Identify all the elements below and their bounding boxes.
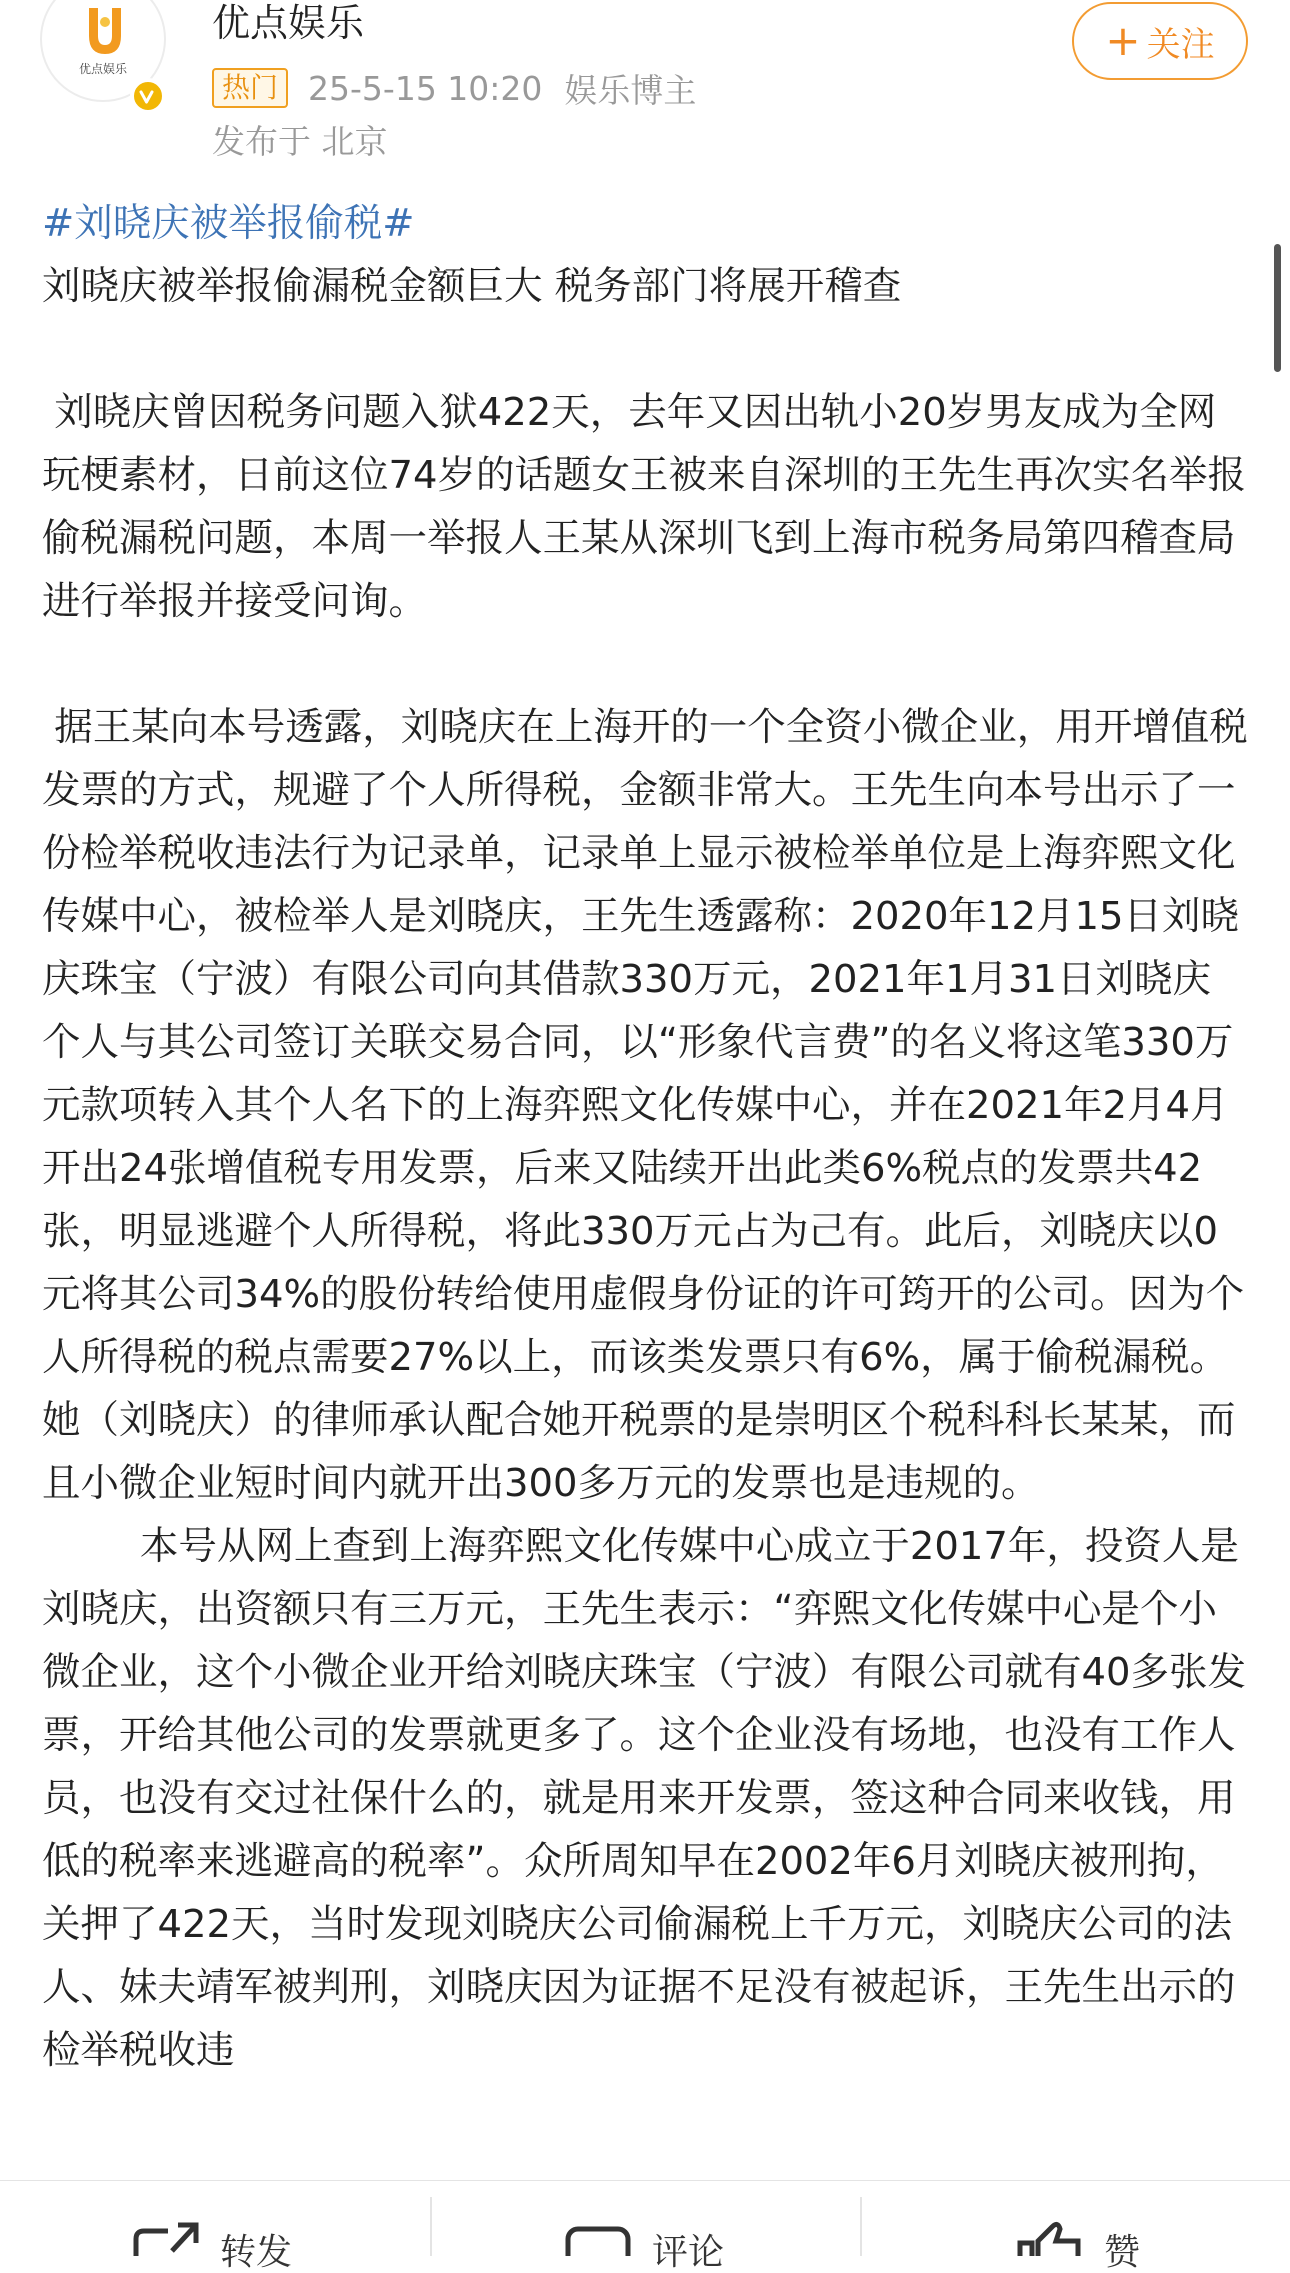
like-button[interactable] [1016,2181,1141,2273]
repost-icon [132,2181,202,2256]
comment-label: 评论 [652,2232,725,2273]
comment-icon [564,2181,634,2256]
post-body [42,192,1248,2082]
repost-label: 转发 [220,2232,293,2273]
post-paragraph: 本号从网上查到上海弈熙文化传媒中心成立于2017年，投资人是刘晓庆，出资额只有三万元，王先生表示：“弈熙文化传媒中心是个小微企业，这个小微企业开给刘晓庆珠宝（宁波）有限公司就有40多张发票，开给其他公司的发票就更多了。这个企业没有场地，也没有工作人员，也没有交过社保什么的，就是用来开发票，签这种合同来收钱，用低的税率来逃避高的税率”。众所周知早在2002年6月刘晓庆被刑拘，关押了422天，当时发现刘晓庆公司偷漏税上千万元，刘晓庆公司的法人、妹夫靖军被判刑，刘晓庆因为证据不足没有被起诉，王先生出示的检举税收违 [42,1524,1246,2073]
follow-label: 关注 [1146,24,1215,65]
like-label: 赞 [1104,2232,1141,2273]
post-meta [212,64,696,112]
avatar-logo-text: 优点娱乐 [78,62,127,76]
repost-button[interactable] [132,2181,293,2273]
bar-divider [430,2197,432,2256]
bar-divider [860,2197,862,2256]
verified-badge-icon [130,78,166,114]
post-timestamp: 25-5-15 10:20 [308,68,543,108]
author-role: 娱乐博主 [564,70,697,110]
post-location: 发布于 北京 [212,122,388,161]
hot-tag: 热门 [212,68,288,108]
comment-button[interactable] [564,2181,725,2273]
post-paragraph: 据王某向本号透露，刘晓庆在上海开的一个全资小微企业，用开增值税发票的方式，规避了个人所得税，金额非常大。王先生向本号出示了一份检举税收违法行为记录单，记录单上显示被检举单位是上海弈熙文化传媒中心，被检举人是刘晓庆，王先生透露称：2020年12月15日刘晓庆珠宝（宁波）有限公司向其借款330万元，2021年1月31日刘晓庆个人与其公司签订关联交易合同，以“形象代言费”的名义将这笔330万元款项转入其个人名下的上海弈熙文化传媒中心，并在2021年2月4月开出24张增值税专用发票，后来又陆续开出此类6%税点的发票共42张，明显逃避个人所得税，将此330万元占为己有。此后，刘晓庆以0元将其公司34%的股份转给使用虚假身份证的许可筠开的公司。因为个人所得税的税点需要27%以上，而该类发票只有6%，属于偷税漏税。她（刘晓庆）的律师承认配合她开税票的是崇明区个税科科长某某，而且小微企业短时间内就开出300多万元的发票也是违规的。 [42,705,1248,1506]
action-bar [0,2180,1290,2273]
post-headline: 刘晓庆被举报偷漏税金额巨大 税务部门将展开稽查 [42,264,902,309]
scrollbar[interactable] [1274,244,1281,372]
author-name[interactable]: 优点娱乐 [212,1,365,45]
plus-icon: + [1105,16,1141,65]
thumbs-up-icon [1016,2181,1086,2256]
follow-button[interactable] [1072,2,1248,80]
post-paragraph: 刘晓庆曾因税务问题入狱422天，去年又因出轨小20岁男友成为全网玩梗素材，日前这位74岁的话题女王被来自深圳的王先生再次实名举报偷税漏税问题，本周一举报人王某从深圳飞到上海市税务局第四稽查局进行举报并接受问询。 [42,390,1246,624]
hashtag-link[interactable]: #刘晓庆被举报偷税# [42,201,415,246]
